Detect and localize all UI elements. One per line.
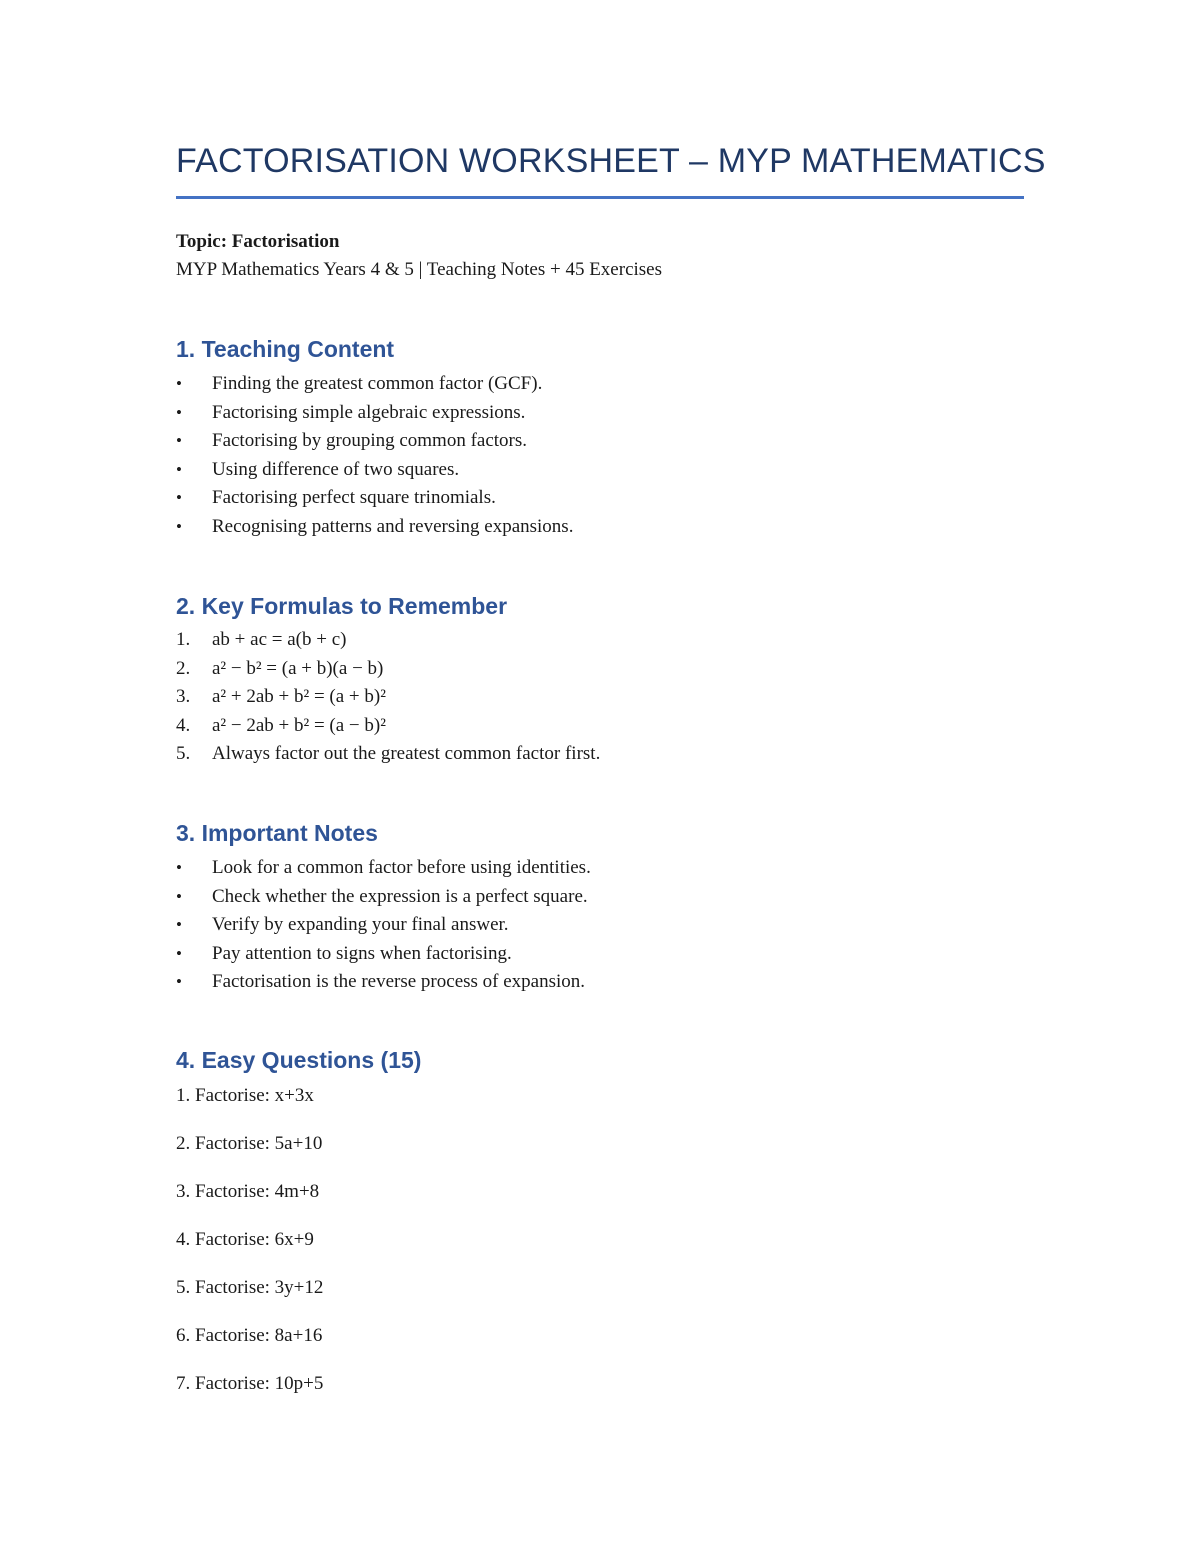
bullet-icon: • [176, 972, 182, 991]
bullet-icon: • [176, 516, 182, 536]
list-number: 1. [176, 629, 191, 650]
bullet-icon: • [176, 431, 182, 450]
list-item-text: Pay attention to signs when factorising. [212, 942, 512, 964]
list-item-text: Look for a common factor before using identities. [212, 857, 591, 878]
bullet-icon: • [176, 858, 182, 877]
list-number: 3. [176, 686, 191, 707]
question-item: 4. Factorise: 6x+9 [176, 1229, 314, 1250]
question-item: 3. Factorise: 4m+8 [176, 1181, 320, 1202]
question-item: 2. Factorise: 5a+10 [176, 1133, 323, 1154]
list-number: 2. [176, 657, 191, 679]
question-item: 5. Factorise: 3y+12 [176, 1277, 324, 1298]
list-item-text: Factorising perfect square trinomials. [212, 487, 496, 508]
list-item-text: Factorisation is the reverse process of expansion. [212, 971, 586, 992]
formula-text: a² + 2ab + b² = (a + b)² [212, 686, 386, 707]
formula-text: Always factor out the greatest common factor first. [212, 743, 601, 764]
list-item-text: Verify by expanding your final answer. [212, 914, 509, 935]
easy-questions-list [176, 1082, 323, 1418]
formula-text: ab + ac = a(b + c) [212, 629, 347, 650]
subtitle-line: MYP Mathematics Years 4 & 5 | Teaching Notes + 45 Exercises [176, 259, 663, 280]
bullet-icon: • [176, 402, 182, 422]
list-number: 4. [176, 714, 191, 736]
bullet-icon: • [176, 488, 182, 507]
topic-line: Topic: Factorisation [176, 231, 340, 252]
list-number: 5. [176, 743, 191, 764]
section-heading-important-notes: 3. Important Notes [176, 820, 378, 846]
bullet-icon: • [176, 943, 182, 963]
title-underline [176, 196, 1024, 199]
question-item: 6. Factorise: 8a+16 [176, 1325, 323, 1346]
list-item-text: Using difference of two squares. [212, 458, 460, 480]
list-item-text: Recognising patterns and reversing expansions. [212, 515, 574, 537]
question-item: 7. Factorise: 10p+5 [176, 1373, 324, 1394]
section-heading-teaching-content: 1. Teaching Content [176, 336, 395, 362]
section-heading-key-formulas: 2. Key Formulas to Remember [176, 593, 508, 619]
list-item-text: Check whether the expression is a perfect square. [212, 885, 588, 907]
bullet-icon: • [176, 915, 182, 934]
question-item: 1. Factorise: x+3x [176, 1085, 314, 1106]
bullet-icon: • [176, 886, 182, 906]
bullet-icon: • [176, 459, 182, 479]
list-item-text: Factorising simple algebraic expressions. [212, 401, 526, 423]
section-heading-easy-questions: 4. Easy Questions (15) [176, 1047, 422, 1073]
list-item-text: Factorising by grouping common factors. [212, 430, 528, 451]
list-item-text: Finding the greatest common factor (GCF). [212, 373, 543, 394]
document-title: FACTORISATION WORKSHEET – MYP MATHEMATICS [176, 142, 1046, 180]
formula-text: a² − 2ab + b² = (a − b)² [212, 714, 386, 736]
bullet-icon: • [176, 374, 182, 393]
formula-text: a² − b² = (a + b)(a − b) [212, 657, 384, 679]
